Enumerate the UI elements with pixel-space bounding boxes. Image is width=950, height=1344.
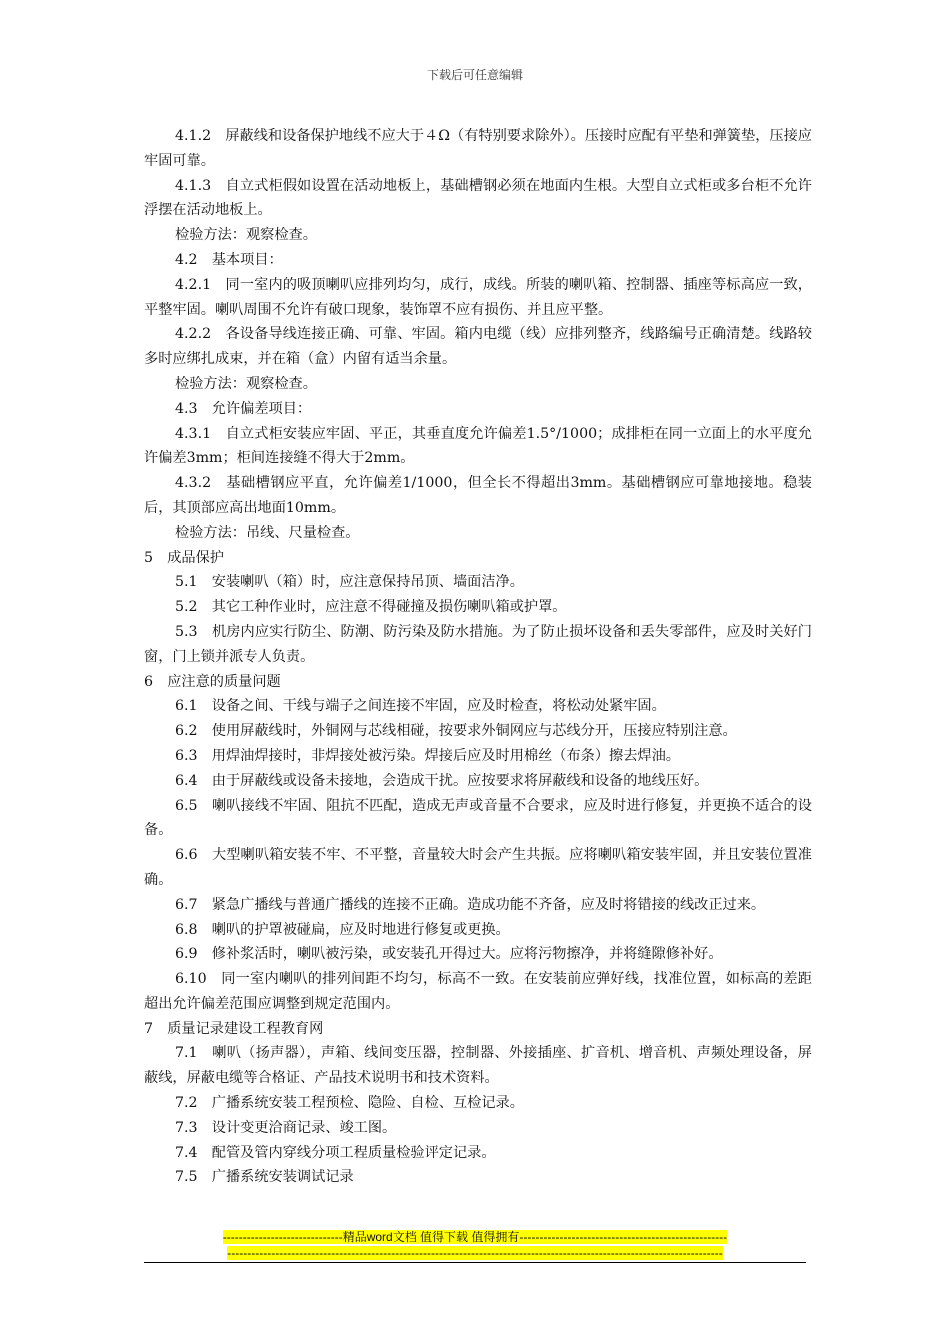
footer-banner-line-1 [0, 1230, 950, 1245]
inspection-method: 检验方法：观察检查。 [175, 227, 317, 244]
paragraph-6-10: 6.10 同一室内喇叭的排列间距不均匀，标高不一致。在安装前应弹好线，找准位置，如标高的差距超出允许偏差范围应调整到规定范围内。 [144, 971, 812, 1012]
section-heading-7: 7 质量记录建设工程教育网 [144, 1020, 324, 1037]
paragraph-7-3: 7.3 设计变更洽商记录、竣工图。 [175, 1119, 397, 1136]
footer-banner-text-2: ---------------------------------------------------------------------------------------------------------------------------- [227, 1246, 723, 1260]
paragraph-5-1: 5.1 安装喇叭（箱）时，应注意保持吊顶、墙面洁净。 [175, 574, 524, 591]
paragraph-4-2-2: 4.2.2 各设备导线连接正确、可靠、牢固。箱内电缆（线）应排列整齐，线路编号正确清楚。线路较多时应绑扎成束，并在箱（盒）内留有适当余量。 [144, 326, 812, 368]
paragraph-6-8: 6.8 喇叭的护罩被碰扁，应及时地进行修复或更换。 [175, 921, 510, 938]
paragraph-4-2-1: 4.2.1 同一室内的吸顶喇叭应排列均匀，成行，成线。所装的喇叭箱、控制器、插座等标高应一致，平整牢固。喇叭周围不允许有破口现象，装饰罩不应有损伤、并且应平整。 [144, 276, 812, 318]
document-body [144, 124, 812, 1190]
footer-banner-line-2 [0, 1246, 950, 1261]
paragraph-4-1-3: 4.1.3 自立式柜假如设置在活动地板上，基础槽钢必须在地面内生根。大型自立式柜或多台柜不允许浮摆在活动地板上。 [144, 177, 812, 219]
paragraph-6-3: 6.3 用焊油焊接时，非焊接处被污染。焊接后应及时用棉丝（布条）擦去焊油。 [175, 747, 680, 764]
section-heading-5: 5 成品保护 [144, 549, 224, 566]
paragraph-7-1: 7.1 喇叭（扬声器），声箱、线间变压器，控制器、外接插座、扩音机、增音机、声频处理设备，屏蔽线，屏蔽电缆等合格证、产品技术说明书和技术资料。 [144, 1045, 812, 1087]
paragraph-7-5: 7.5 广播系统安装调试记录 [175, 1169, 354, 1186]
footer-divider [144, 1262, 806, 1263]
paragraph-7-2: 7.2 广播系统安装工程预检、隐险、自检、互检记录。 [175, 1095, 524, 1112]
footer-banner-text-1: ------------------------------精品word文档 值得下载 值得拥有---------------------------------------------------- [222, 1230, 728, 1244]
inspection-method: 检验方法：观察检查。 [175, 375, 317, 392]
page-header: 下载后可任意编辑 [426, 68, 523, 82]
paragraph-6-6: 6.6 大型喇叭箱安装不牢、不平整，音量较大时会产生共振。应将喇叭箱安装牢固，并且安装位置准确。 [144, 847, 812, 888]
paragraph-6-1: 6.1 设备之间、干线与端子之间连接不牢固，应及时检查，将松动处紧牢固。 [175, 698, 666, 715]
paragraph-4-3: 4.3 允许偏差项目： [175, 400, 312, 417]
paragraph-5-2: 5.2 其它工种作业时，应注意不得碰撞及损伤喇叭箱或护罩。 [175, 599, 567, 616]
paragraph-4-1-2: 4.1.2 屏蔽线和设备保护地线不应大于４Ω（有特别要求除外）。压接时应配有平垫和弹簧垫，压接应牢固可靠。 [144, 128, 812, 169]
paragraph-4-3-2: 4.3.2 基础槽钢应平直，允许偏差1/1000，但全长不得超出3mm。基础槽钢应可靠地接地。稳装后，其顶部应高出地面10mm。 [144, 475, 812, 516]
paragraph-4-2: 4.2 基本项目： [175, 251, 283, 268]
section-heading-6: 6 应注意的质量问题 [144, 673, 281, 690]
paragraph-6-2: 6.2 使用屏蔽线时，外铜网与芯线相碰，按要求外铜网应与芯线分开，压接应特别注意。 [175, 723, 737, 740]
paragraph-6-4: 6.4 由于屏蔽线或设备未接地，会造成干扰。应按要求将屏蔽线和设备的地线压好。 [175, 772, 709, 789]
paragraph-5-3: 5.3 机房内应实行防尘、防潮、防污染及防水措施。为了防止损坏设备和丢失零部件，应及时关好门窗，门上锁并派专人负责。 [144, 623, 812, 665]
paragraph-6-9: 6.9 修补浆活时，喇叭被污染，或安装孔开得过大。应将污物擦净，并将缝隙修补好。 [175, 946, 723, 963]
paragraph-4-3-1: 4.3.1 自立式柜安装应牢固、平正，其垂直度允许偏差1.5°/1000；成排柜在同一立面上的水平度允许偏差3mm；柜间连接缝不得大于2mm。 [144, 425, 812, 467]
paragraph-6-7: 6.7 紧急广播线与普通广播线的连接不正确。造成功能不齐备，应及时将错接的线改正过来。 [175, 896, 766, 913]
inspection-method: 检验方法：吊线、尺量检查。 [175, 524, 360, 541]
paragraph-7-4: 7.4 配管及管内穿线分项工程质量检验评定记录。 [175, 1144, 496, 1161]
paragraph-6-5: 6.5 喇叭接线不牢固、阻抗不匹配，造成无声或音量不合要求，应及时进行修复，并更换不适合的设备。 [144, 797, 812, 839]
